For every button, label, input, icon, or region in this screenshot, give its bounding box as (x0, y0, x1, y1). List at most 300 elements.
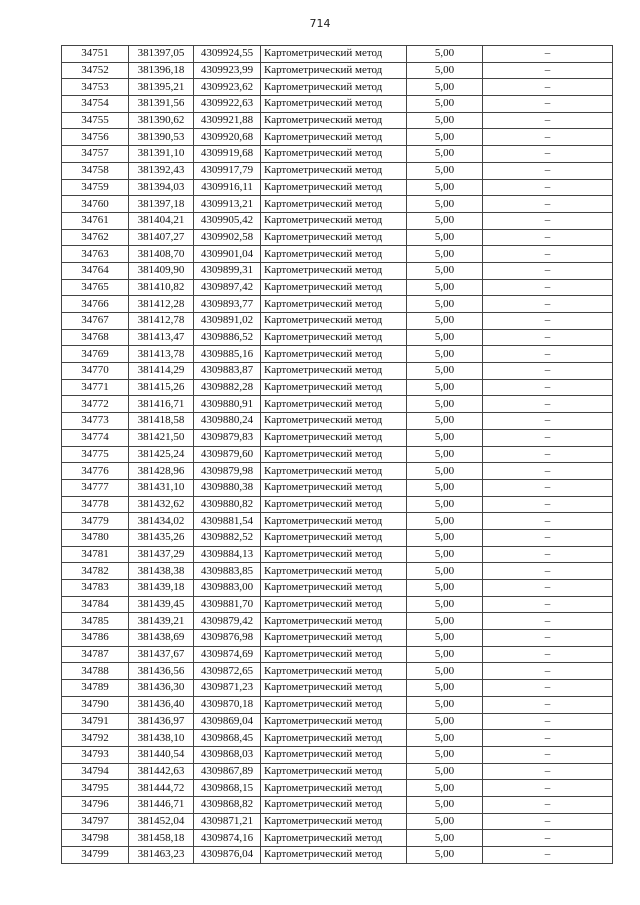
table-row (62, 179, 613, 196)
note-cell: – (483, 746, 613, 763)
x-coordinate-cell: 381435,26 (129, 529, 194, 546)
method-cell: Картометрический метод (261, 813, 407, 830)
note-cell: – (483, 596, 613, 613)
x-coordinate-cell: 381413,47 (129, 329, 194, 346)
method-cell: Картометрический метод (261, 162, 407, 179)
method-cell: Картометрический метод (261, 329, 407, 346)
y-coordinate-cell: 4309868,15 (194, 780, 261, 797)
point-number-cell: 34752 (62, 62, 129, 79)
x-coordinate-cell: 381392,43 (129, 162, 194, 179)
point-number-cell: 34777 (62, 479, 129, 496)
accuracy-cell: 5,00 (407, 646, 483, 663)
x-coordinate-cell: 381413,78 (129, 346, 194, 363)
table-row (62, 563, 613, 580)
table-row (62, 713, 613, 730)
point-number-cell: 34773 (62, 413, 129, 430)
accuracy-cell: 5,00 (407, 212, 483, 229)
y-coordinate-cell: 4309917,79 (194, 162, 261, 179)
method-cell: Картометрический метод (261, 496, 407, 513)
accuracy-cell: 5,00 (407, 262, 483, 279)
table-row (62, 763, 613, 780)
table-row (62, 546, 613, 563)
accuracy-cell: 5,00 (407, 146, 483, 163)
accuracy-cell: 5,00 (407, 813, 483, 830)
y-coordinate-cell: 4309868,82 (194, 796, 261, 813)
table-row (62, 630, 613, 647)
point-number-cell: 34799 (62, 847, 129, 864)
y-coordinate-cell: 4309882,28 (194, 379, 261, 396)
accuracy-cell: 5,00 (407, 563, 483, 580)
point-number-cell: 34790 (62, 696, 129, 713)
point-number-cell: 34774 (62, 429, 129, 446)
note-cell: – (483, 346, 613, 363)
x-coordinate-cell: 381397,18 (129, 196, 194, 213)
note-cell: – (483, 146, 613, 163)
x-coordinate-cell: 381404,21 (129, 212, 194, 229)
table-row (62, 363, 613, 380)
method-cell: Картометрический метод (261, 363, 407, 380)
method-cell: Картометрический метод (261, 630, 407, 647)
method-cell: Картометрический метод (261, 96, 407, 113)
note-cell: – (483, 46, 613, 63)
point-number-cell: 34798 (62, 830, 129, 847)
y-coordinate-cell: 4309871,21 (194, 813, 261, 830)
accuracy-cell: 5,00 (407, 196, 483, 213)
y-coordinate-cell: 4309883,87 (194, 363, 261, 380)
method-cell: Картометрический метод (261, 279, 407, 296)
point-number-cell: 34781 (62, 546, 129, 563)
method-cell: Картометрический метод (261, 463, 407, 480)
method-cell: Картометрический метод (261, 646, 407, 663)
x-coordinate-cell: 381395,21 (129, 79, 194, 96)
x-coordinate-cell: 381412,78 (129, 313, 194, 330)
note-cell: – (483, 763, 613, 780)
point-number-cell: 34770 (62, 363, 129, 380)
method-cell: Картометрический метод (261, 830, 407, 847)
note-cell: – (483, 613, 613, 630)
y-coordinate-cell: 4309880,38 (194, 479, 261, 496)
y-coordinate-cell: 4309880,24 (194, 413, 261, 430)
point-number-cell: 34796 (62, 796, 129, 813)
table-row (62, 279, 613, 296)
y-coordinate-cell: 4309879,42 (194, 613, 261, 630)
point-number-cell: 34756 (62, 129, 129, 146)
accuracy-cell: 5,00 (407, 279, 483, 296)
accuracy-cell: 5,00 (407, 529, 483, 546)
x-coordinate-cell: 381436,40 (129, 696, 194, 713)
point-number-cell: 34765 (62, 279, 129, 296)
note-cell: – (483, 847, 613, 864)
note-cell: – (483, 363, 613, 380)
y-coordinate-cell: 4309870,18 (194, 696, 261, 713)
accuracy-cell: 5,00 (407, 780, 483, 797)
x-coordinate-cell: 381390,53 (129, 129, 194, 146)
point-number-cell: 34784 (62, 596, 129, 613)
method-cell: Картометрический метод (261, 229, 407, 246)
note-cell: – (483, 212, 613, 229)
accuracy-cell: 5,00 (407, 229, 483, 246)
accuracy-cell: 5,00 (407, 112, 483, 129)
x-coordinate-cell: 381438,69 (129, 630, 194, 647)
table-row (62, 746, 613, 763)
x-coordinate-cell: 381390,62 (129, 112, 194, 129)
x-coordinate-cell: 381444,72 (129, 780, 194, 797)
method-cell: Картометрический метод (261, 129, 407, 146)
table-row (62, 46, 613, 63)
table-row (62, 296, 613, 313)
method-cell: Картометрический метод (261, 112, 407, 129)
table-row (62, 479, 613, 496)
table-row (62, 796, 613, 813)
method-cell: Картометрический метод (261, 79, 407, 96)
note-cell: – (483, 479, 613, 496)
accuracy-cell: 5,00 (407, 346, 483, 363)
point-number-cell: 34769 (62, 346, 129, 363)
method-cell: Картометрический метод (261, 847, 407, 864)
table-row (62, 429, 613, 446)
y-coordinate-cell: 4309880,91 (194, 396, 261, 413)
table-row (62, 830, 613, 847)
note-cell: – (483, 296, 613, 313)
note-cell: – (483, 313, 613, 330)
y-coordinate-cell: 4309876,04 (194, 847, 261, 864)
x-coordinate-cell: 381421,50 (129, 429, 194, 446)
point-number-cell: 34753 (62, 79, 129, 96)
table-row (62, 463, 613, 480)
x-coordinate-cell: 381434,02 (129, 513, 194, 530)
table-row (62, 262, 613, 279)
note-cell: – (483, 646, 613, 663)
table-row (62, 529, 613, 546)
accuracy-cell: 5,00 (407, 680, 483, 697)
y-coordinate-cell: 4309868,03 (194, 746, 261, 763)
table-row (62, 696, 613, 713)
coordinates-table (61, 45, 613, 864)
accuracy-cell: 5,00 (407, 129, 483, 146)
point-number-cell: 34776 (62, 463, 129, 480)
y-coordinate-cell: 4309902,58 (194, 229, 261, 246)
x-coordinate-cell: 381418,58 (129, 413, 194, 430)
accuracy-cell: 5,00 (407, 162, 483, 179)
point-number-cell: 34757 (62, 146, 129, 163)
accuracy-cell: 5,00 (407, 62, 483, 79)
x-coordinate-cell: 381391,56 (129, 96, 194, 113)
method-cell: Картометрический метод (261, 713, 407, 730)
point-number-cell: 34791 (62, 713, 129, 730)
x-coordinate-cell: 381439,18 (129, 580, 194, 597)
note-cell: – (483, 813, 613, 830)
accuracy-cell: 5,00 (407, 463, 483, 480)
note-cell: – (483, 830, 613, 847)
note-cell: – (483, 229, 613, 246)
accuracy-cell: 5,00 (407, 546, 483, 563)
table-row (62, 112, 613, 129)
method-cell: Картометрический метод (261, 346, 407, 363)
method-cell: Картометрический метод (261, 780, 407, 797)
note-cell: – (483, 96, 613, 113)
y-coordinate-cell: 4309871,23 (194, 680, 261, 697)
point-number-cell: 34782 (62, 563, 129, 580)
accuracy-cell: 5,00 (407, 446, 483, 463)
y-coordinate-cell: 4309881,70 (194, 596, 261, 613)
accuracy-cell: 5,00 (407, 329, 483, 346)
accuracy-cell: 5,00 (407, 730, 483, 747)
y-coordinate-cell: 4309872,65 (194, 663, 261, 680)
note-cell: – (483, 496, 613, 513)
x-coordinate-cell: 381396,18 (129, 62, 194, 79)
x-coordinate-cell: 381391,10 (129, 146, 194, 163)
point-number-cell: 34766 (62, 296, 129, 313)
x-coordinate-cell: 381439,45 (129, 596, 194, 613)
accuracy-cell: 5,00 (407, 379, 483, 396)
method-cell: Картометрический метод (261, 413, 407, 430)
table-row (62, 446, 613, 463)
note-cell: – (483, 546, 613, 563)
table-row (62, 513, 613, 530)
accuracy-cell: 5,00 (407, 246, 483, 263)
point-number-cell: 34760 (62, 196, 129, 213)
method-cell: Картометрический метод (261, 663, 407, 680)
accuracy-cell: 5,00 (407, 179, 483, 196)
y-coordinate-cell: 4309879,83 (194, 429, 261, 446)
point-number-cell: 34768 (62, 329, 129, 346)
table-row (62, 196, 613, 213)
x-coordinate-cell: 381412,28 (129, 296, 194, 313)
y-coordinate-cell: 4309899,31 (194, 262, 261, 279)
note-cell: – (483, 513, 613, 530)
y-coordinate-cell: 4309901,04 (194, 246, 261, 263)
method-cell: Картометрический метод (261, 563, 407, 580)
point-number-cell: 34758 (62, 162, 129, 179)
point-number-cell: 34754 (62, 96, 129, 113)
method-cell: Картометрический метод (261, 429, 407, 446)
point-number-cell: 34788 (62, 663, 129, 680)
method-cell: Картометрический метод (261, 546, 407, 563)
accuracy-cell: 5,00 (407, 630, 483, 647)
table-row (62, 413, 613, 430)
note-cell: – (483, 713, 613, 730)
point-number-cell: 34792 (62, 730, 129, 747)
x-coordinate-cell: 381416,71 (129, 396, 194, 413)
point-number-cell: 34786 (62, 630, 129, 647)
x-coordinate-cell: 381394,03 (129, 179, 194, 196)
x-coordinate-cell: 381436,30 (129, 680, 194, 697)
accuracy-cell: 5,00 (407, 79, 483, 96)
method-cell: Картометрический метод (261, 446, 407, 463)
point-number-cell: 34793 (62, 746, 129, 763)
table-row (62, 847, 613, 864)
note-cell: – (483, 696, 613, 713)
accuracy-cell: 5,00 (407, 596, 483, 613)
y-coordinate-cell: 4309879,98 (194, 463, 261, 480)
note-cell: – (483, 446, 613, 463)
y-coordinate-cell: 4309883,85 (194, 563, 261, 580)
y-coordinate-cell: 4309869,04 (194, 713, 261, 730)
y-coordinate-cell: 4309893,77 (194, 296, 261, 313)
note-cell: – (483, 246, 613, 263)
method-cell: Картометрический метод (261, 62, 407, 79)
note-cell: – (483, 580, 613, 597)
y-coordinate-cell: 4309905,42 (194, 212, 261, 229)
x-coordinate-cell: 381397,05 (129, 46, 194, 63)
coordinates-table-body (62, 46, 613, 864)
y-coordinate-cell: 4309874,16 (194, 830, 261, 847)
note-cell: – (483, 162, 613, 179)
point-number-cell: 34761 (62, 212, 129, 229)
point-number-cell: 34764 (62, 262, 129, 279)
point-number-cell: 34794 (62, 763, 129, 780)
x-coordinate-cell: 381436,56 (129, 663, 194, 680)
method-cell: Картометрический метод (261, 596, 407, 613)
note-cell: – (483, 262, 613, 279)
accuracy-cell: 5,00 (407, 796, 483, 813)
point-number-cell: 34787 (62, 646, 129, 663)
point-number-cell: 34771 (62, 379, 129, 396)
x-coordinate-cell: 381442,63 (129, 763, 194, 780)
y-coordinate-cell: 4309923,99 (194, 62, 261, 79)
method-cell: Картометрический метод (261, 580, 407, 597)
method-cell: Картометрический метод (261, 196, 407, 213)
accuracy-cell: 5,00 (407, 847, 483, 864)
y-coordinate-cell: 4309891,02 (194, 313, 261, 330)
x-coordinate-cell: 381432,62 (129, 496, 194, 513)
y-coordinate-cell: 4309922,63 (194, 96, 261, 113)
accuracy-cell: 5,00 (407, 830, 483, 847)
table-row (62, 246, 613, 263)
method-cell: Картометрический метод (261, 396, 407, 413)
table-row (62, 146, 613, 163)
note-cell: – (483, 730, 613, 747)
point-number-cell: 34751 (62, 46, 129, 63)
note-cell: – (483, 179, 613, 196)
y-coordinate-cell: 4309876,98 (194, 630, 261, 647)
note-cell: – (483, 129, 613, 146)
x-coordinate-cell: 381437,67 (129, 646, 194, 663)
method-cell: Картометрический метод (261, 379, 407, 396)
accuracy-cell: 5,00 (407, 713, 483, 730)
point-number-cell: 34780 (62, 529, 129, 546)
table-row (62, 780, 613, 797)
note-cell: – (483, 680, 613, 697)
note-cell: – (483, 329, 613, 346)
x-coordinate-cell: 381410,82 (129, 279, 194, 296)
note-cell: – (483, 379, 613, 396)
y-coordinate-cell: 4309879,60 (194, 446, 261, 463)
table-row (62, 62, 613, 79)
x-coordinate-cell: 381415,26 (129, 379, 194, 396)
table-row (62, 162, 613, 179)
y-coordinate-cell: 4309868,45 (194, 730, 261, 747)
x-coordinate-cell: 381428,96 (129, 463, 194, 480)
point-number-cell: 34785 (62, 613, 129, 630)
method-cell: Картометрический метод (261, 262, 407, 279)
x-coordinate-cell: 381446,71 (129, 796, 194, 813)
method-cell: Картометрический метод (261, 730, 407, 747)
method-cell: Картометрический метод (261, 529, 407, 546)
y-coordinate-cell: 4309921,88 (194, 112, 261, 129)
y-coordinate-cell: 4309885,16 (194, 346, 261, 363)
accuracy-cell: 5,00 (407, 496, 483, 513)
y-coordinate-cell: 4309874,69 (194, 646, 261, 663)
accuracy-cell: 5,00 (407, 580, 483, 597)
note-cell: – (483, 563, 613, 580)
x-coordinate-cell: 381438,10 (129, 730, 194, 747)
note-cell: – (483, 780, 613, 797)
table-row (62, 496, 613, 513)
note-cell: – (483, 630, 613, 647)
method-cell: Картометрический метод (261, 613, 407, 630)
table-row (62, 396, 613, 413)
table-row (62, 613, 613, 630)
page-number: 714 (309, 17, 331, 30)
note-cell: – (483, 663, 613, 680)
note-cell: – (483, 529, 613, 546)
table-row (62, 379, 613, 396)
note-cell: – (483, 196, 613, 213)
method-cell: Картометрический метод (261, 680, 407, 697)
y-coordinate-cell: 4309883,00 (194, 580, 261, 597)
method-cell: Картометрический метод (261, 696, 407, 713)
point-number-cell: 34779 (62, 513, 129, 530)
table-row (62, 580, 613, 597)
accuracy-cell: 5,00 (407, 296, 483, 313)
method-cell: Картометрический метод (261, 746, 407, 763)
y-coordinate-cell: 4309884,13 (194, 546, 261, 563)
x-coordinate-cell: 381458,18 (129, 830, 194, 847)
note-cell: – (483, 79, 613, 96)
method-cell: Картометрический метод (261, 313, 407, 330)
x-coordinate-cell: 381408,70 (129, 246, 194, 263)
accuracy-cell: 5,00 (407, 46, 483, 63)
table-row (62, 96, 613, 113)
note-cell: – (483, 279, 613, 296)
table-row (62, 79, 613, 96)
y-coordinate-cell: 4309913,21 (194, 196, 261, 213)
accuracy-cell: 5,00 (407, 479, 483, 496)
y-coordinate-cell: 4309920,68 (194, 129, 261, 146)
table-row (62, 329, 613, 346)
point-number-cell: 34775 (62, 446, 129, 463)
x-coordinate-cell: 381431,10 (129, 479, 194, 496)
note-cell: – (483, 396, 613, 413)
x-coordinate-cell: 381407,27 (129, 229, 194, 246)
x-coordinate-cell: 381409,90 (129, 262, 194, 279)
y-coordinate-cell: 4309923,62 (194, 79, 261, 96)
y-coordinate-cell: 4309924,55 (194, 46, 261, 63)
method-cell: Картометрический метод (261, 246, 407, 263)
point-number-cell: 34763 (62, 246, 129, 263)
x-coordinate-cell: 381438,38 (129, 563, 194, 580)
table-row (62, 129, 613, 146)
point-number-cell: 34772 (62, 396, 129, 413)
y-coordinate-cell: 4309881,54 (194, 513, 261, 530)
point-number-cell: 34789 (62, 680, 129, 697)
y-coordinate-cell: 4309919,68 (194, 146, 261, 163)
accuracy-cell: 5,00 (407, 363, 483, 380)
point-number-cell: 34759 (62, 179, 129, 196)
note-cell: – (483, 463, 613, 480)
note-cell: – (483, 62, 613, 79)
table-row (62, 229, 613, 246)
point-number-cell: 34755 (62, 112, 129, 129)
x-coordinate-cell: 381436,97 (129, 713, 194, 730)
accuracy-cell: 5,00 (407, 429, 483, 446)
accuracy-cell: 5,00 (407, 696, 483, 713)
table-row (62, 596, 613, 613)
note-cell: – (483, 413, 613, 430)
method-cell: Картометрический метод (261, 763, 407, 780)
x-coordinate-cell: 381414,29 (129, 363, 194, 380)
